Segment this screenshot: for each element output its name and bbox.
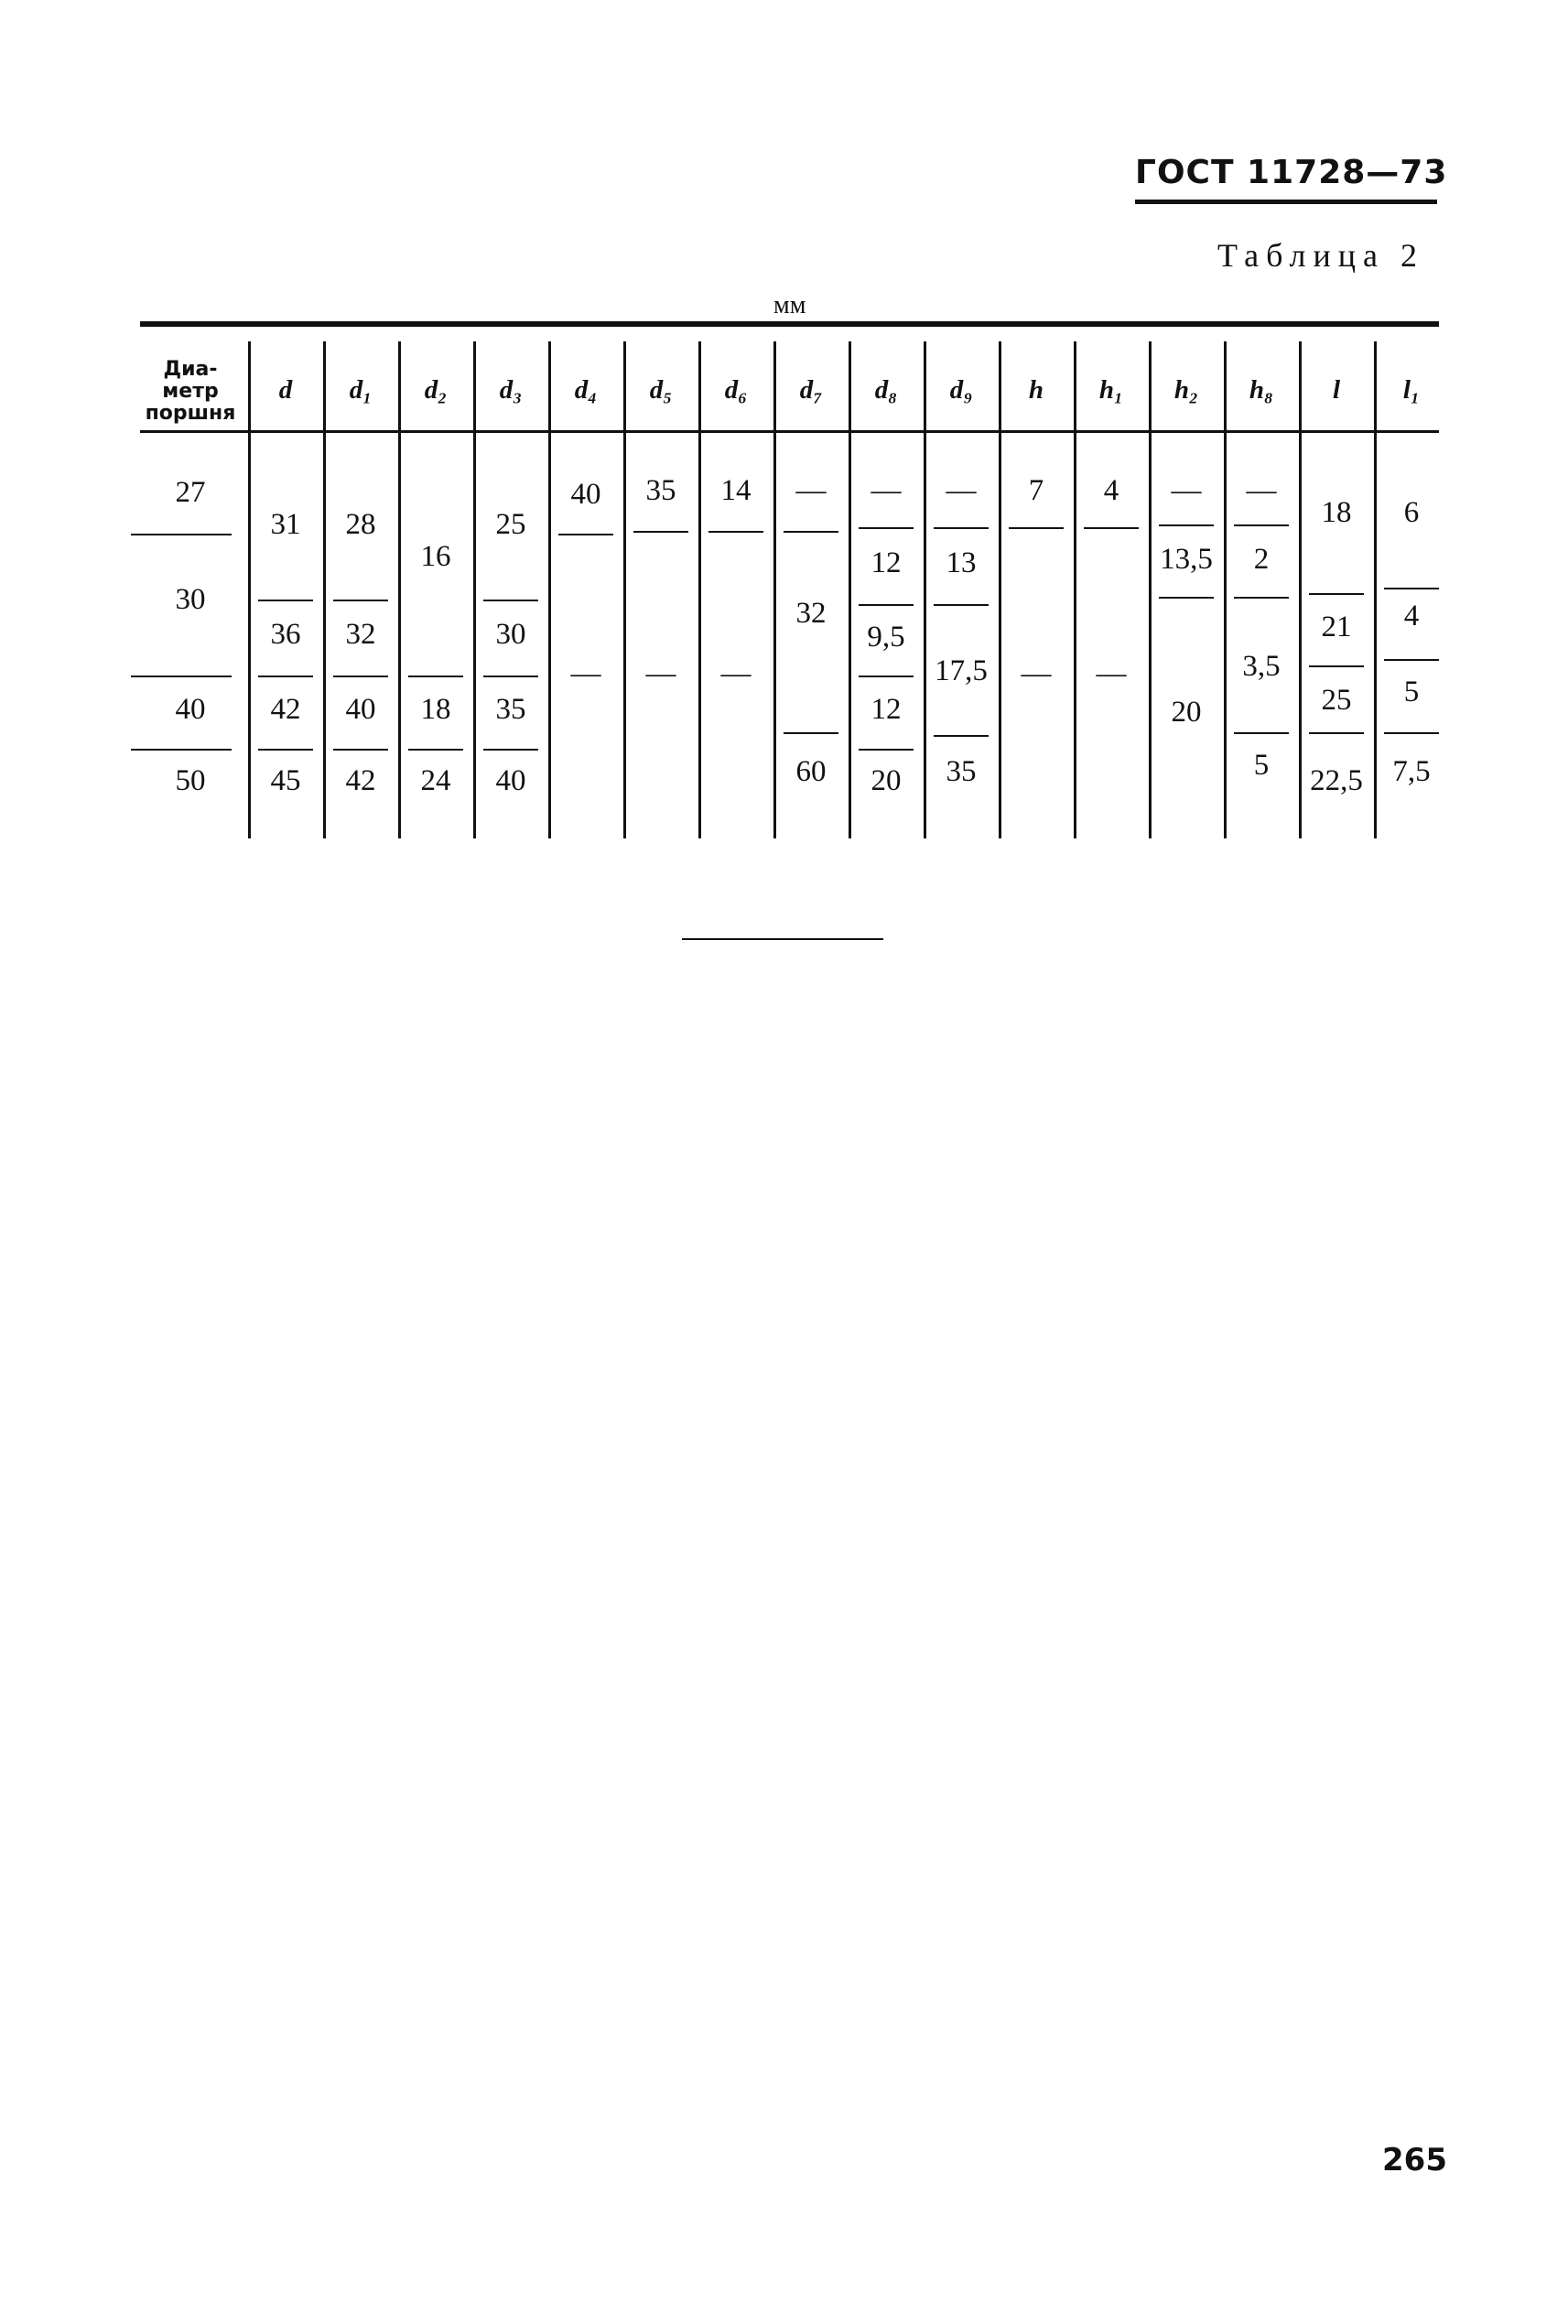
cell-separator xyxy=(258,749,313,751)
table-header-rule xyxy=(140,430,1439,433)
cell-d-50: 45 xyxy=(270,764,301,797)
cell-separator xyxy=(859,604,914,606)
cell-separator xyxy=(1384,659,1439,661)
cell-separator xyxy=(934,735,989,737)
cell-l-40: 25 xyxy=(1321,684,1352,717)
column-separator xyxy=(999,341,1001,838)
row-label-27: 27 xyxy=(175,476,206,509)
title-underline xyxy=(1135,200,1437,204)
cell-d9-50: 35 xyxy=(946,755,977,788)
cell-separator xyxy=(1234,732,1289,734)
cell-d4-27: 40 xyxy=(570,478,601,511)
header-l1: l₁ xyxy=(1402,375,1421,405)
units-label: мм xyxy=(773,291,806,319)
row-label-30: 30 xyxy=(175,583,206,616)
cell-separator xyxy=(934,604,989,606)
section-end-rule xyxy=(682,938,883,940)
cell-d1-30: 32 xyxy=(345,618,376,651)
cell-d8-40: 12 xyxy=(871,693,902,726)
cell-d8-50: 20 xyxy=(871,764,902,797)
cell-l-30: 21 xyxy=(1321,611,1352,643)
cell-separator xyxy=(1384,588,1439,589)
cell-d3-50: 40 xyxy=(495,764,526,797)
cell-separator xyxy=(483,749,538,751)
cell-separator xyxy=(784,732,838,734)
cell-separator xyxy=(1009,527,1064,529)
cell-separator xyxy=(558,534,613,535)
header-d: d xyxy=(278,375,293,405)
column-separator xyxy=(623,341,626,838)
cell-d5-27: 35 xyxy=(645,474,676,507)
cell-d8-30a: 12 xyxy=(871,546,902,579)
cell-h1-27: 4 xyxy=(1103,474,1119,507)
cell-d8-30b: 9,5 xyxy=(867,621,905,654)
header-h: h xyxy=(1028,375,1044,405)
header-piston-diameter xyxy=(140,359,241,425)
cell-separator xyxy=(1084,527,1139,529)
table-top-rule xyxy=(140,321,1439,327)
cell-h-27: 7 xyxy=(1028,474,1044,507)
cell-d-40: 42 xyxy=(270,693,301,726)
cell-l1-40: 5 xyxy=(1403,676,1420,708)
page-number: 265 xyxy=(1382,2142,1447,2178)
cell-h8-40: 3,5 xyxy=(1242,650,1281,683)
cell-separator xyxy=(784,531,838,533)
cell-separator xyxy=(333,749,388,751)
cell-d1-40: 40 xyxy=(345,693,376,726)
cell-separator xyxy=(333,676,388,677)
cell-h8-30: 2 xyxy=(1253,543,1270,576)
cell-d5-dash: — xyxy=(645,657,676,690)
cell-separator xyxy=(859,527,914,529)
cell-d7-30-40: 32 xyxy=(795,597,827,630)
header-h2: h₂ xyxy=(1173,375,1199,405)
row-label-50: 50 xyxy=(175,764,206,797)
cell-l-50: 22,5 xyxy=(1310,764,1363,797)
cell-separator xyxy=(708,531,763,533)
cell-l1-30: 4 xyxy=(1403,600,1420,632)
cell-d2-50: 24 xyxy=(420,764,451,797)
cell-separator xyxy=(258,600,313,601)
column-separator xyxy=(548,341,551,838)
cell-separator xyxy=(1309,593,1364,595)
cell-h1-dash: — xyxy=(1096,657,1127,690)
cell-separator xyxy=(483,676,538,677)
cell-separator xyxy=(1234,524,1289,526)
cell-separator xyxy=(1234,597,1289,599)
cell-separator xyxy=(1384,732,1439,734)
cell-h2-40-50: 20 xyxy=(1171,696,1202,729)
cell-d6-dash: — xyxy=(720,657,752,690)
cell-separator xyxy=(333,600,388,601)
cell-separator xyxy=(633,531,688,533)
cell-separator xyxy=(1159,524,1214,526)
cell-d8-dash: — xyxy=(871,474,902,507)
row-separator xyxy=(131,534,232,535)
cell-d2-40: 18 xyxy=(420,693,451,726)
header-l: l xyxy=(1332,375,1341,405)
header-d7: d₇ xyxy=(799,375,823,405)
cell-separator xyxy=(934,527,989,529)
cell-h8-dash: — xyxy=(1246,474,1277,507)
cell-separator xyxy=(258,676,313,677)
cell-separator xyxy=(483,600,538,601)
cell-d9-dash: — xyxy=(946,474,977,507)
cell-l1-27-30: 6 xyxy=(1403,496,1420,529)
cell-d1-27-30: 28 xyxy=(345,508,376,541)
header-h1: h₁ xyxy=(1098,375,1124,405)
cell-d1-50: 42 xyxy=(345,764,376,797)
header-d1: d₁ xyxy=(349,375,373,405)
column-separator xyxy=(1149,341,1152,838)
row-separator xyxy=(131,676,232,677)
column-separator xyxy=(698,341,701,838)
cell-d9-30b-40: 17,5 xyxy=(935,654,988,687)
cell-d3-27-30: 25 xyxy=(495,508,526,541)
standard-title: ГОСТ 11728—73 xyxy=(1135,154,1448,191)
row-label-40: 40 xyxy=(175,693,206,726)
cell-d9-30a: 13 xyxy=(946,546,977,579)
header-d3: d₃ xyxy=(499,375,523,405)
cell-h2-dash: — xyxy=(1171,474,1202,507)
header-d4: d₄ xyxy=(574,375,598,405)
cell-d4-dash: — xyxy=(570,657,601,690)
header-piston-diameter-text: Диа- метр поршня xyxy=(145,358,236,425)
cell-separator xyxy=(408,749,463,751)
header-d9: d₉ xyxy=(949,375,973,405)
cell-d3-30: 30 xyxy=(495,618,526,651)
header-d2: d₂ xyxy=(424,375,448,405)
column-separator xyxy=(1074,341,1076,838)
cell-d6-27: 14 xyxy=(720,474,752,507)
cell-l1-50: 7,5 xyxy=(1392,755,1431,788)
table-title: Таблица 2 xyxy=(1217,237,1424,274)
cell-h-dash: — xyxy=(1021,657,1052,690)
cell-d-30: 36 xyxy=(270,618,301,651)
cell-separator xyxy=(859,749,914,751)
header-d5: d₅ xyxy=(649,375,673,405)
cell-separator xyxy=(408,676,463,677)
cell-d7-50: 60 xyxy=(795,755,827,788)
header-h8: h₈ xyxy=(1249,375,1274,405)
cell-separator xyxy=(859,676,914,677)
header-d6: d₆ xyxy=(724,375,748,405)
cell-l-27-30: 18 xyxy=(1321,496,1352,529)
cell-d3-40: 35 xyxy=(495,693,526,726)
cell-d-27-30: 31 xyxy=(270,508,301,541)
cell-d2-27-30: 16 xyxy=(420,540,451,573)
cell-separator xyxy=(1309,732,1364,734)
cell-d7-dash: — xyxy=(795,474,827,507)
cell-h8-50: 5 xyxy=(1253,749,1270,782)
cell-h2-30: 13,5 xyxy=(1160,543,1213,576)
cell-separator xyxy=(1309,665,1364,667)
cell-separator xyxy=(1159,597,1214,599)
row-separator xyxy=(131,749,232,751)
header-d8: d₈ xyxy=(874,375,898,405)
